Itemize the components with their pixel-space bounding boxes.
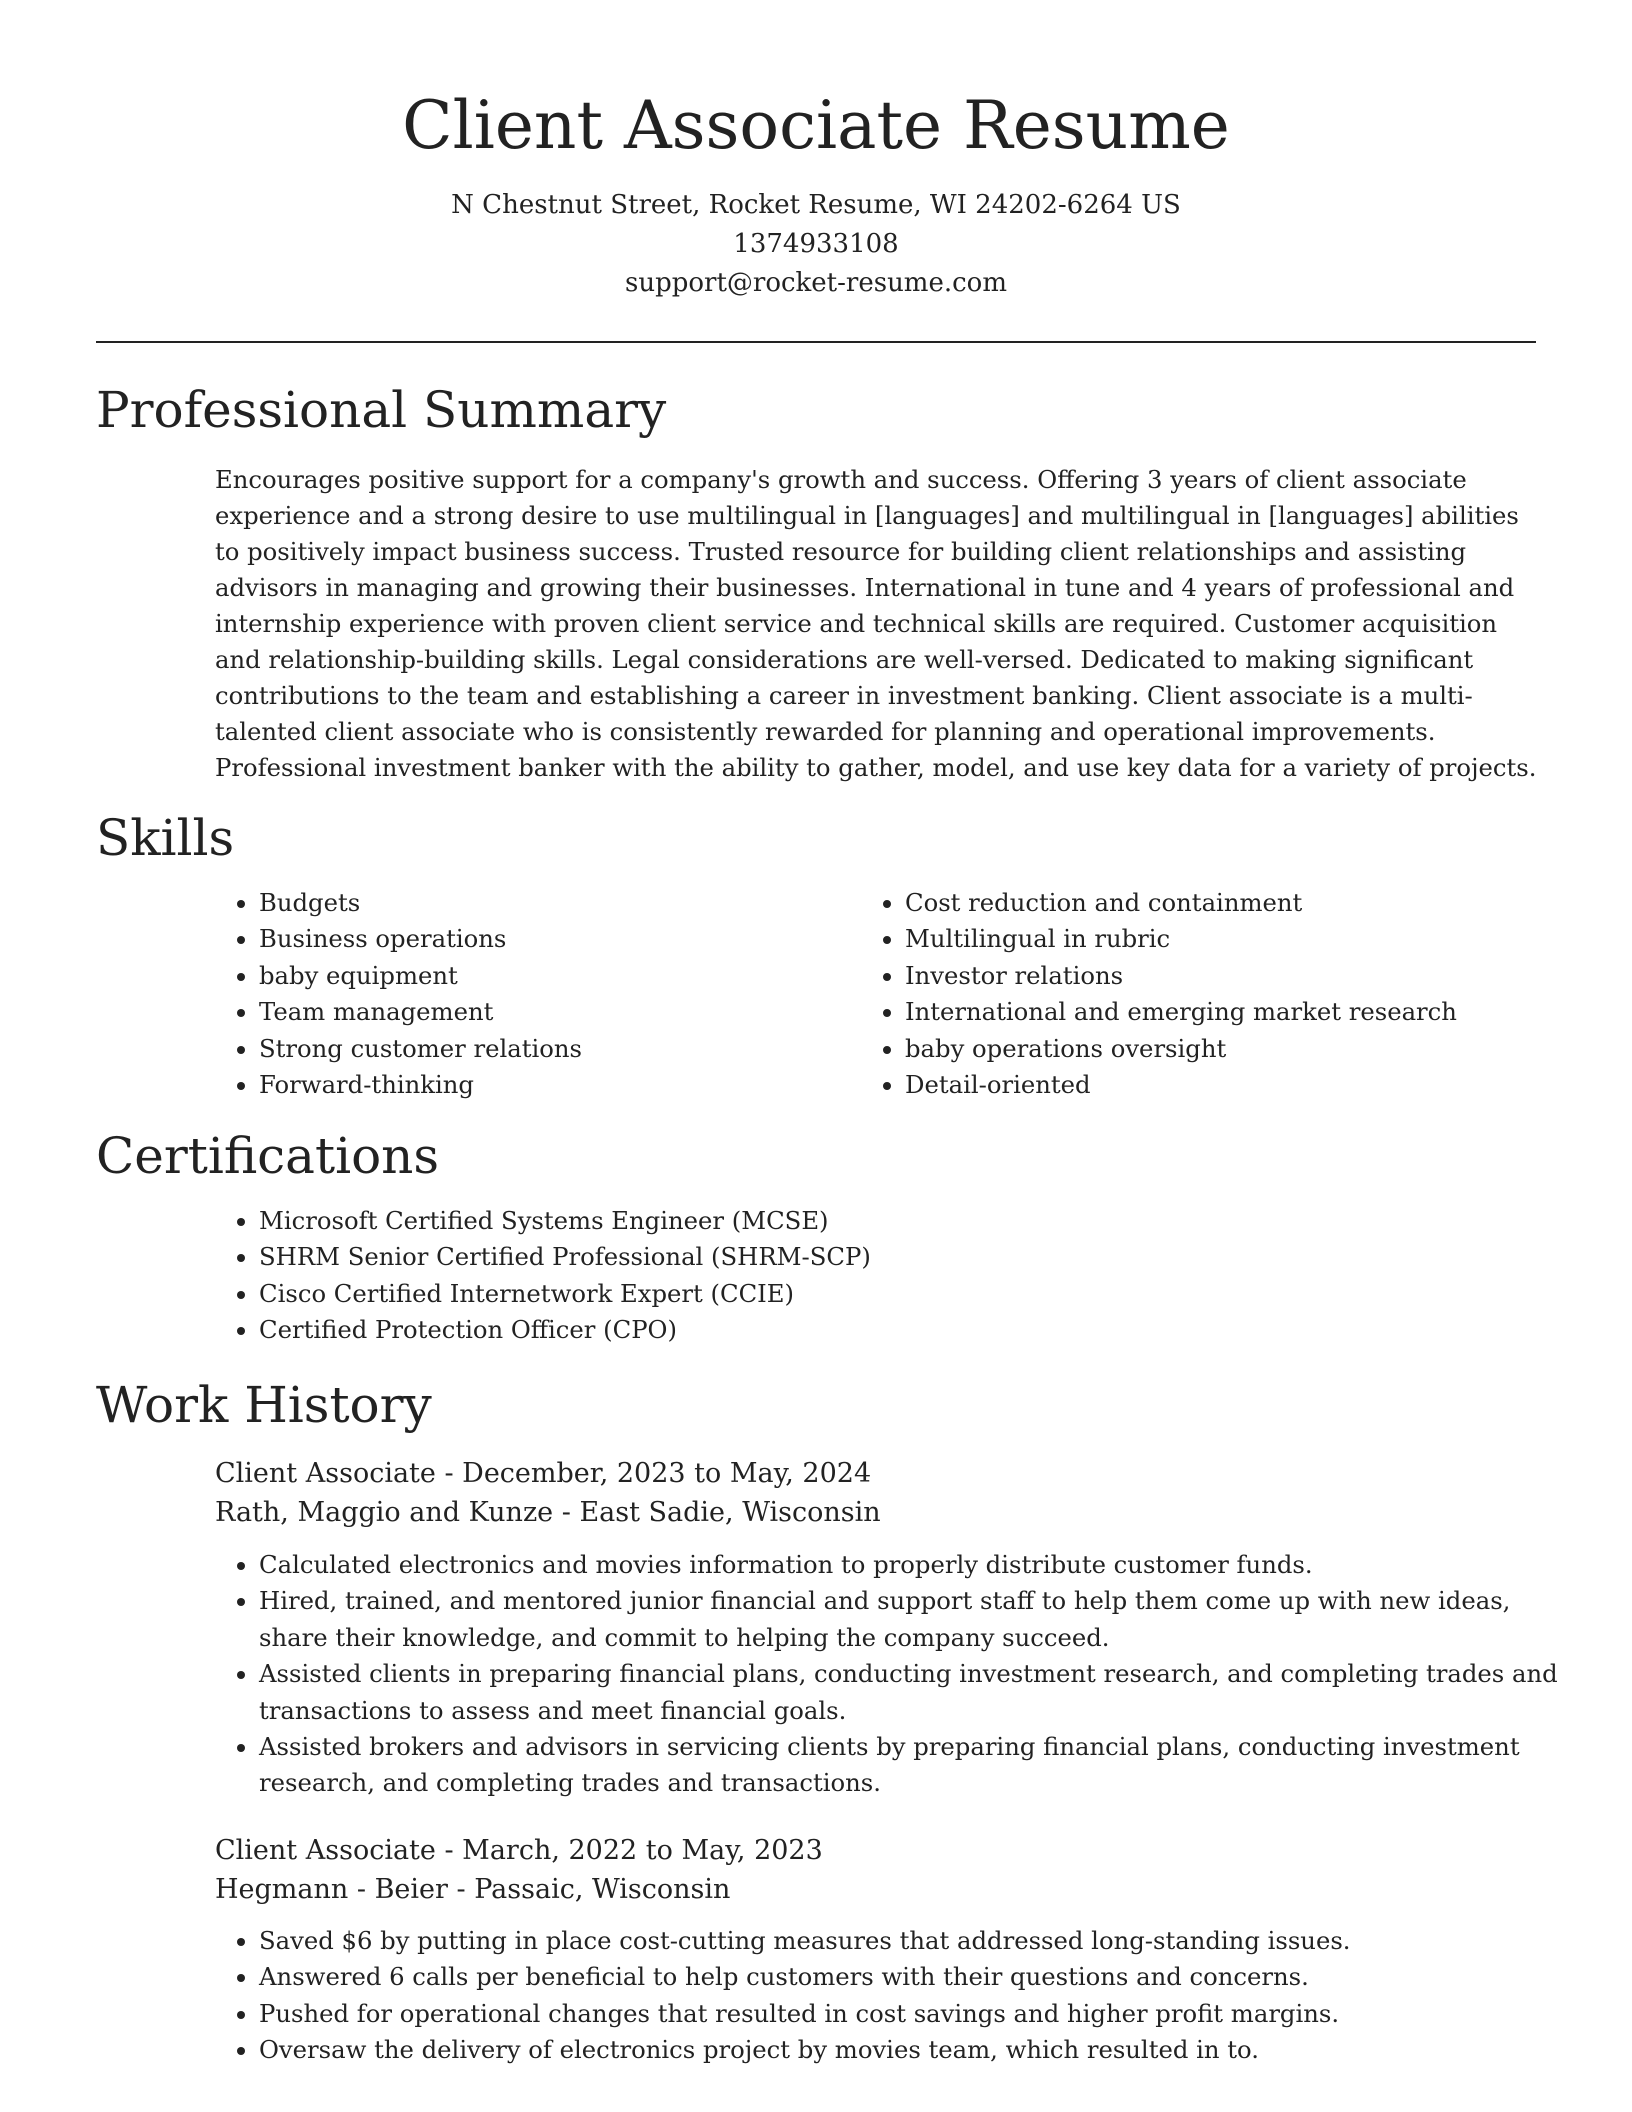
job-company: Rath, Maggio and Kunze bbox=[215, 1497, 554, 1528]
job-bullets bbox=[215, 1923, 1584, 2069]
header-divider bbox=[96, 341, 1536, 343]
skill-item: • Detail-oriented bbox=[905, 1067, 1585, 1103]
job-location: - East Sadie, Wisconsin bbox=[553, 1497, 881, 1528]
job-title-line bbox=[215, 1831, 823, 1871]
skill-item: • Strong customer relations bbox=[259, 1031, 819, 1067]
skill-item: • Forward-thinking bbox=[259, 1067, 819, 1103]
certification-item: • SHRM Senior Certified Professional (SHRM-SCP) bbox=[259, 1239, 1559, 1275]
summary-heading: Professional Summary bbox=[96, 381, 667, 439]
contact-phone: 1374933108 bbox=[733, 229, 899, 259]
job-bullet: • Pushed for operational changes that resulted in cost savings and higher profit margins. bbox=[259, 1996, 1584, 2032]
job-title: Client Associate bbox=[215, 1835, 436, 1866]
job-bullet: • Assisted brokers and advisors in servicing clients by preparing financial plans, conducting investment research, and completing trades and transactions. bbox=[259, 1729, 1584, 1802]
skill-item: • International and emerging market research bbox=[905, 994, 1585, 1030]
job-bullet: • Oversaw the delivery of electronics project by movies team, which resulted in to. bbox=[259, 2032, 1584, 2068]
job-dates: - March, 2022 to May, 2023 bbox=[435, 1835, 823, 1866]
skill-item: • Multilingual in rubric bbox=[905, 921, 1585, 957]
work-history-heading: Work History bbox=[96, 1376, 432, 1434]
job-bullet: • Answered 6 calls per beneficial to help customers with their questions and concerns. bbox=[259, 1959, 1584, 1995]
contact-info bbox=[96, 186, 1536, 303]
certification-item: • Certified Protection Officer (CPO) bbox=[259, 1312, 1559, 1348]
certification-item: • Microsoft Certified Systems Engineer (MCSE) bbox=[259, 1203, 1559, 1239]
skills-heading: Skills bbox=[96, 809, 235, 867]
job-title: Client Associate bbox=[215, 1458, 436, 1489]
job-bullet: • Hired, trained, and mentored junior financial and support staff to help them come up with new ideas, share their knowledge, and commit to helping the company succeed. bbox=[259, 1583, 1584, 1656]
certification-item: • Cisco Certified Internetwork Expert (CCIE) bbox=[259, 1276, 1559, 1312]
skills-list-left bbox=[215, 885, 819, 1103]
skills-list-right bbox=[861, 885, 1585, 1103]
certifications-list bbox=[215, 1203, 1559, 1349]
skill-item: • baby equipment bbox=[259, 958, 819, 994]
job-location: - Passaic, Wisconsin bbox=[447, 1874, 731, 1905]
skill-item: • baby operations oversight bbox=[905, 1031, 1585, 1067]
job-title-line bbox=[215, 1454, 871, 1494]
skill-item: • Investor relations bbox=[905, 958, 1585, 994]
job-bullet: • Saved $6 by putting in place cost-cutting measures that addressed long-standing issues. bbox=[259, 1923, 1584, 1959]
contact-email: support@rocket-resume.com bbox=[624, 268, 1007, 298]
skill-item: • Team management bbox=[259, 994, 819, 1030]
job-bullet: • Calculated electronics and movies information to properly distribute customer funds. bbox=[259, 1547, 1584, 1583]
resume-header bbox=[96, 82, 1536, 303]
job-company-line bbox=[215, 1493, 881, 1533]
contact-address: N Chestnut Street, Rocket Resume, WI 24202-6264 US bbox=[451, 190, 1181, 220]
skill-item: • Cost reduction and containment bbox=[905, 885, 1585, 921]
job-company-line bbox=[215, 1870, 730, 1910]
certifications-heading: Certifications bbox=[96, 1127, 440, 1185]
skill-item: • Business operations bbox=[259, 921, 819, 957]
resume-title: Client Associate Resume bbox=[402, 87, 1230, 164]
job-dates: - December, 2023 to May, 2024 bbox=[435, 1458, 872, 1489]
summary-text: Encourages positive support for a company's growth and success. Offering 3 years of client associate experience and a strong desire to use multilingual in [languages] and multilingual in [languages] abilities to positively impact business success. Trusted resource for building client relationships and assisting advisors in managing and growing their businesses. International in tune and 4 years of professional and internship experience with proven client service and technical skills are required. Customer acquisition and relationship-building skills. Legal considerations are well-versed. Dedicated to making significant contributions to the team and establishing a career in investment banking. Client associate is a multi-talented client associate who is consistently rewarded for planning and operational improvements. Professional investment banker with the ability to gather, model, and use key data for a variety of projects. bbox=[215, 465, 1537, 782]
job-bullet: • Assisted clients in preparing financial plans, conducting investment research, and completing trades and transactions to assess and meet financial goals. bbox=[259, 1656, 1584, 1729]
job-bullets bbox=[215, 1547, 1584, 1802]
skill-item: • Budgets bbox=[259, 885, 819, 921]
job-company: Hegmann - Beier bbox=[215, 1874, 448, 1905]
